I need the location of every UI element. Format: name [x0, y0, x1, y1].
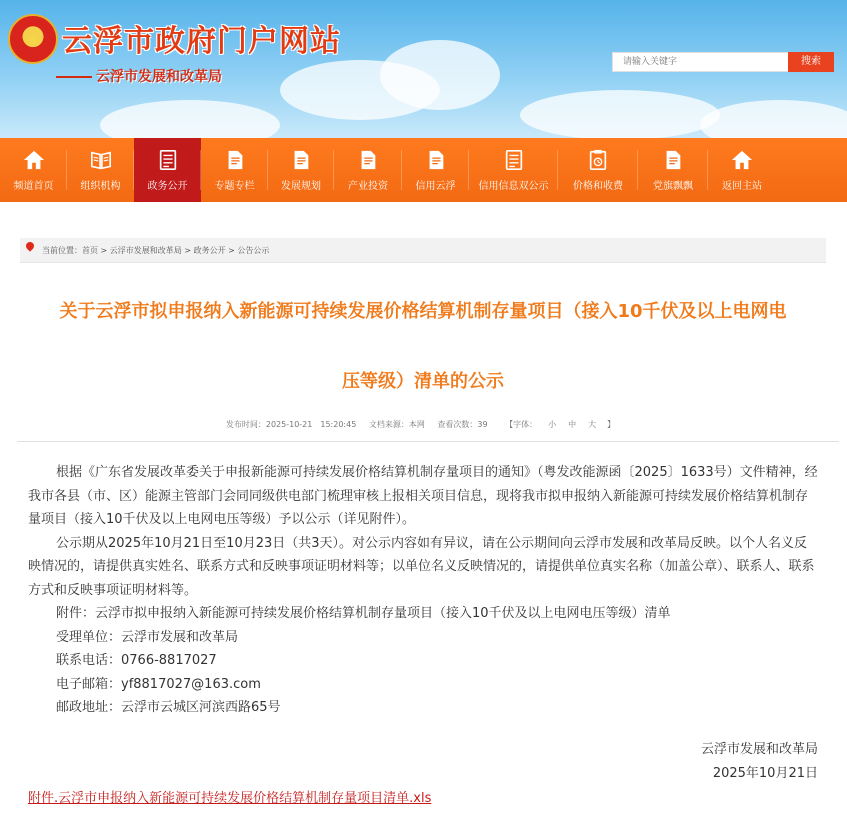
contact-phone: 联系电话：0766-8817027	[56, 653, 217, 668]
font-size-end: 】	[607, 420, 616, 429]
nav-item-label: 信用云浮	[415, 180, 456, 192]
nav-item-label: 党旗飘飘	[653, 180, 693, 192]
breadcrumb-prefix: 当前位置：	[42, 246, 82, 255]
home-icon	[23, 149, 45, 177]
breadcrumb-home[interactable]: 首页	[82, 246, 98, 255]
nav-item-label: 产业投资	[348, 180, 388, 192]
search-input[interactable]	[612, 52, 788, 72]
nav-item-label: 政务公开	[147, 180, 188, 192]
document-icon	[503, 149, 525, 177]
site-title[interactable]: 云浮市政府门户网站	[62, 24, 341, 59]
postal-address: 邮政地址：云浮市云城区河滨西路65号	[56, 700, 281, 715]
nav-item-4[interactable]	[268, 138, 334, 202]
book-icon	[90, 149, 112, 177]
cloud-decoration	[520, 90, 720, 138]
file-icon	[224, 149, 246, 177]
article-title-line-1: 关于云浮市拟申报纳入新能源可持续发展价格结算机制存量项目（接入10千伏及以上电网电	[59, 301, 787, 322]
department-subtitle	[56, 66, 222, 86]
breadcrumb-separator: >	[181, 246, 194, 255]
nav-item-label: 价格和收费	[573, 180, 623, 192]
font-size-large[interactable]: 大	[588, 420, 597, 429]
breadcrumb-department[interactable]: 云浮市发展和改革局	[109, 246, 182, 255]
cloud-decoration	[700, 100, 847, 138]
breadcrumb-separator: >	[98, 246, 110, 255]
search-box	[612, 52, 834, 72]
nav-item-3[interactable]	[201, 138, 268, 202]
attachment-note: 附件：云浮市拟申报纳入新能源可持续发展价格结算机制存量项目（接入10千伏及以上电网电压等级）清单	[56, 606, 671, 621]
document-icon	[157, 149, 179, 177]
article-body	[28, 461, 820, 720]
signature-org: 云浮市发展和改革局	[700, 742, 818, 757]
nav-item-label: 信用信息双公示	[478, 180, 549, 192]
search-button[interactable]: 搜索	[788, 52, 834, 72]
subtitle-dash	[56, 76, 92, 78]
location-pin-icon	[24, 240, 35, 251]
breadcrumb-gov-affairs[interactable]: 政务公开	[193, 246, 226, 255]
nav-item-10[interactable]	[708, 138, 776, 202]
site-header	[0, 0, 847, 138]
publish-time: 发布时间：2025-10-21 15:20:45	[225, 420, 357, 429]
font-size-label: 【字体：	[505, 420, 538, 429]
clipboard-icon	[587, 149, 609, 177]
contact-unit: 受理单位：云浮市发展和改革局	[56, 629, 239, 645]
meta-divider	[17, 441, 839, 442]
doc-source: 文档来源：本网	[368, 420, 425, 429]
article-meta	[20, 419, 826, 430]
view-count: 查看次数：39	[437, 420, 488, 429]
main-nav	[0, 138, 847, 202]
breadcrumb-separator: >	[225, 246, 238, 255]
nav-item-label: 返回主站	[722, 180, 762, 192]
nav-item-8[interactable]	[558, 138, 638, 202]
nav-item-5[interactable]	[334, 138, 402, 202]
cloud-decoration	[100, 100, 280, 138]
file-icon	[662, 149, 684, 177]
attachment-link[interactable]: 附件.云浮市申报纳入新能源可持续发展价格结算机制存量项目清单.xls	[28, 791, 432, 806]
nav-item-1[interactable]	[67, 138, 134, 202]
file-icon	[425, 149, 447, 177]
nav-item-label: 频道首页	[13, 180, 54, 192]
nav-item-7[interactable]	[469, 138, 558, 202]
nav-item-2[interactable]	[134, 138, 201, 202]
nav-item-label: 发展规划	[281, 180, 321, 192]
nav-item-0[interactable]	[0, 138, 67, 202]
breadcrumb	[20, 238, 826, 263]
breadcrumb-announcements[interactable]: 公告公示	[237, 246, 270, 255]
body-paragraph: 公示期从2025年10月21日至10月23日（共3天）。对公示内容如有异议，请在公示期间向云浮市发展和改革局反映。以个人名义反映情况的，请提供真实姓名、联系方式和反映事项证明材料等；以单位名义反映情况的，请提供单位真实名称（加盖公章）、联系人、联系方式和反映事项证明材料等。	[28, 535, 815, 598]
file-icon	[290, 149, 312, 177]
national-emblem-icon: ★	[8, 14, 58, 64]
file-icon	[357, 149, 379, 177]
home-icon	[731, 149, 753, 177]
article-title-line-2: 压等级）清单的公示	[342, 371, 504, 392]
font-size-control	[500, 420, 620, 429]
font-size-medium[interactable]: 中	[568, 420, 577, 429]
contact-email: 电子邮箱：yf8817027@163.com	[56, 676, 261, 692]
cloud-decoration	[380, 40, 500, 110]
department-name: 云浮市发展和改革局	[96, 69, 222, 85]
body-paragraph: 根据《广东省发展改革委关于申报新能源可持续发展价格结算机制存量项目的通知》（粤发改能源函〔2025〕1633号）文件精神，经我市各县（市、区）能源主管部门会同同级供电部门梳理审核上报相关项目信息，现将我市拟申报纳入新能源可持续发展价格结算机制存量项目（接入10千伏及以上电网电压等级）予以公示（详见附件）。	[28, 465, 818, 527]
font-size-small[interactable]: 小	[548, 420, 557, 429]
nav-item-label: 专题专栏	[214, 180, 255, 192]
signature-date: 2025年10月21日	[712, 766, 818, 781]
nav-item-9[interactable]	[638, 138, 708, 202]
nav-item-6[interactable]	[402, 138, 469, 202]
nav-item-label: 组织机构	[80, 180, 121, 192]
